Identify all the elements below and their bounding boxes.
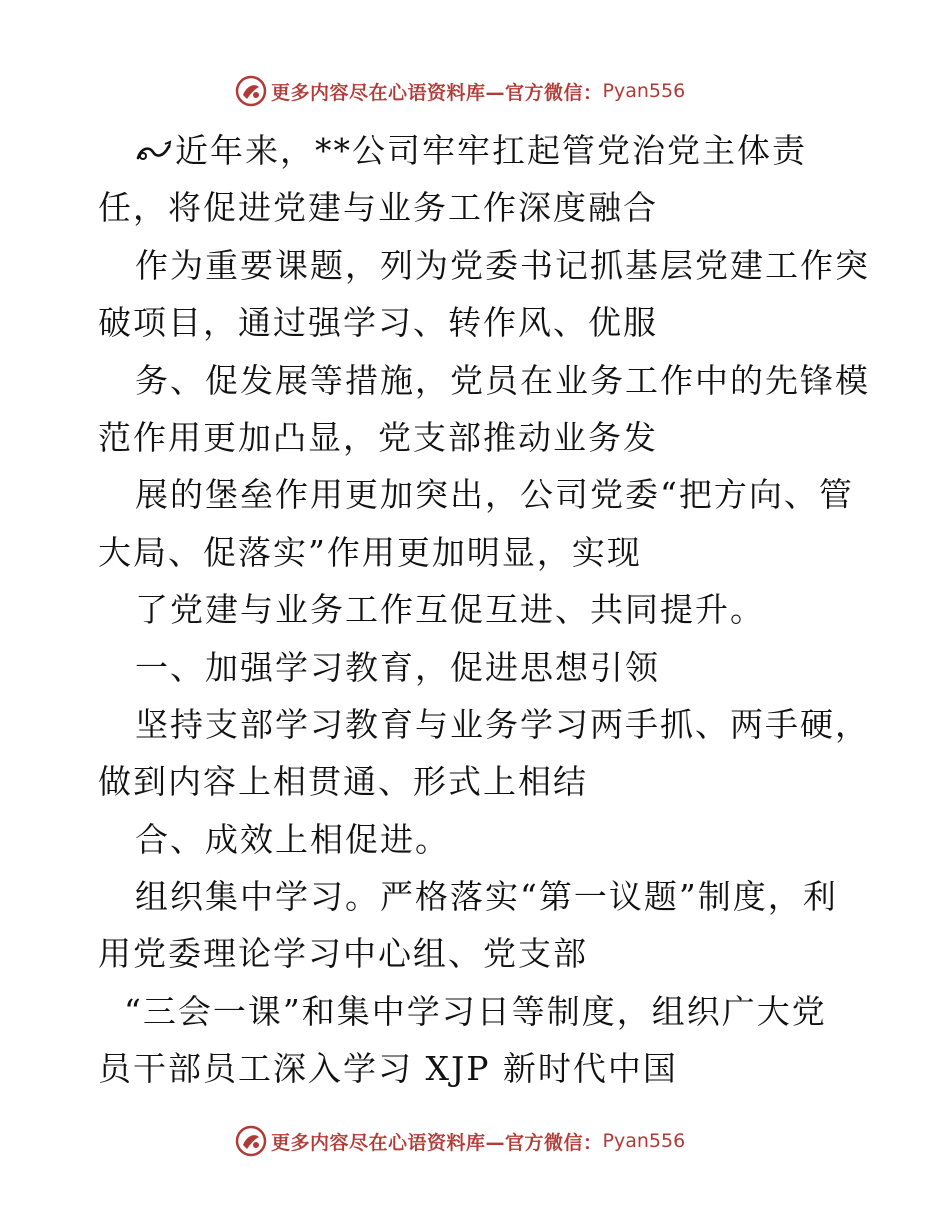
paragraph-line-4: 破项目，通过强学习、转作风、优服 [98,303,658,343]
paragraph-line-1 [98,122,858,179]
line-text: 近年来，**公司牢牢扛起管党治党主体责 [175,131,807,170]
paragraph-line-15: 用党委理论学习中心组、党支部 [98,934,588,974]
paragraph-line-12: 做到内容上相贯通、形式上相结 [98,762,588,802]
banner-text: 更多内容尽在心语资料库—官方微信： [271,1131,603,1154]
banner-wechat-id: Pyan556 [602,80,686,102]
paragraph-line-6: 范作用更加凸显，党支部推动业务发 [98,417,658,457]
red-seal-logo-icon [235,75,267,107]
banner-text: 更多内容尽在心语资料库—官方微信： [271,81,603,104]
paragraph-line-8: 大局、促落实”作用更加明显，实现 [98,532,642,572]
paragraph-line-2: 任，将促进党建与业务工作深度融合 [98,188,658,228]
paragraph-line-3: 作为重要课题，列为党委书记抓基层党建工作突 [135,245,870,285]
document-body [98,122,870,1098]
banner-wechat-id: Pyan556 [602,1130,686,1152]
paragraph-line-13: 合、成效上相促进。 [135,819,450,859]
ornament-flourish-icon [135,138,173,164]
paragraph-line-17: 员干部员工深入学习 XJP 新时代中国 [98,1049,678,1089]
section-heading-1: 一、加强学习教育，促进思想引领 [135,647,660,687]
paragraph-line-16: “三会一课”和集中学习日等制度，组织广大党 [124,991,827,1031]
header-watermark-banner [235,74,685,108]
paragraph-line-9: 了党建与业务工作互促互进、共同提升。 [135,590,765,630]
paragraph-line-5: 务、促发展等措施，党员在业务工作中的先锋模 [135,360,870,400]
red-seal-logo-icon [235,1125,267,1157]
paragraph-line-7: 展的堡垒作用更加突出，公司党委“把方向、管 [135,475,854,515]
paragraph-line-14: 组织集中学习。严格落实“第一议题”制度，利 [135,877,838,917]
footer-watermark-banner [235,1124,685,1158]
paragraph-line-11: 坚持支部学习教育与业务学习两手抓、两手硬， [135,704,870,744]
